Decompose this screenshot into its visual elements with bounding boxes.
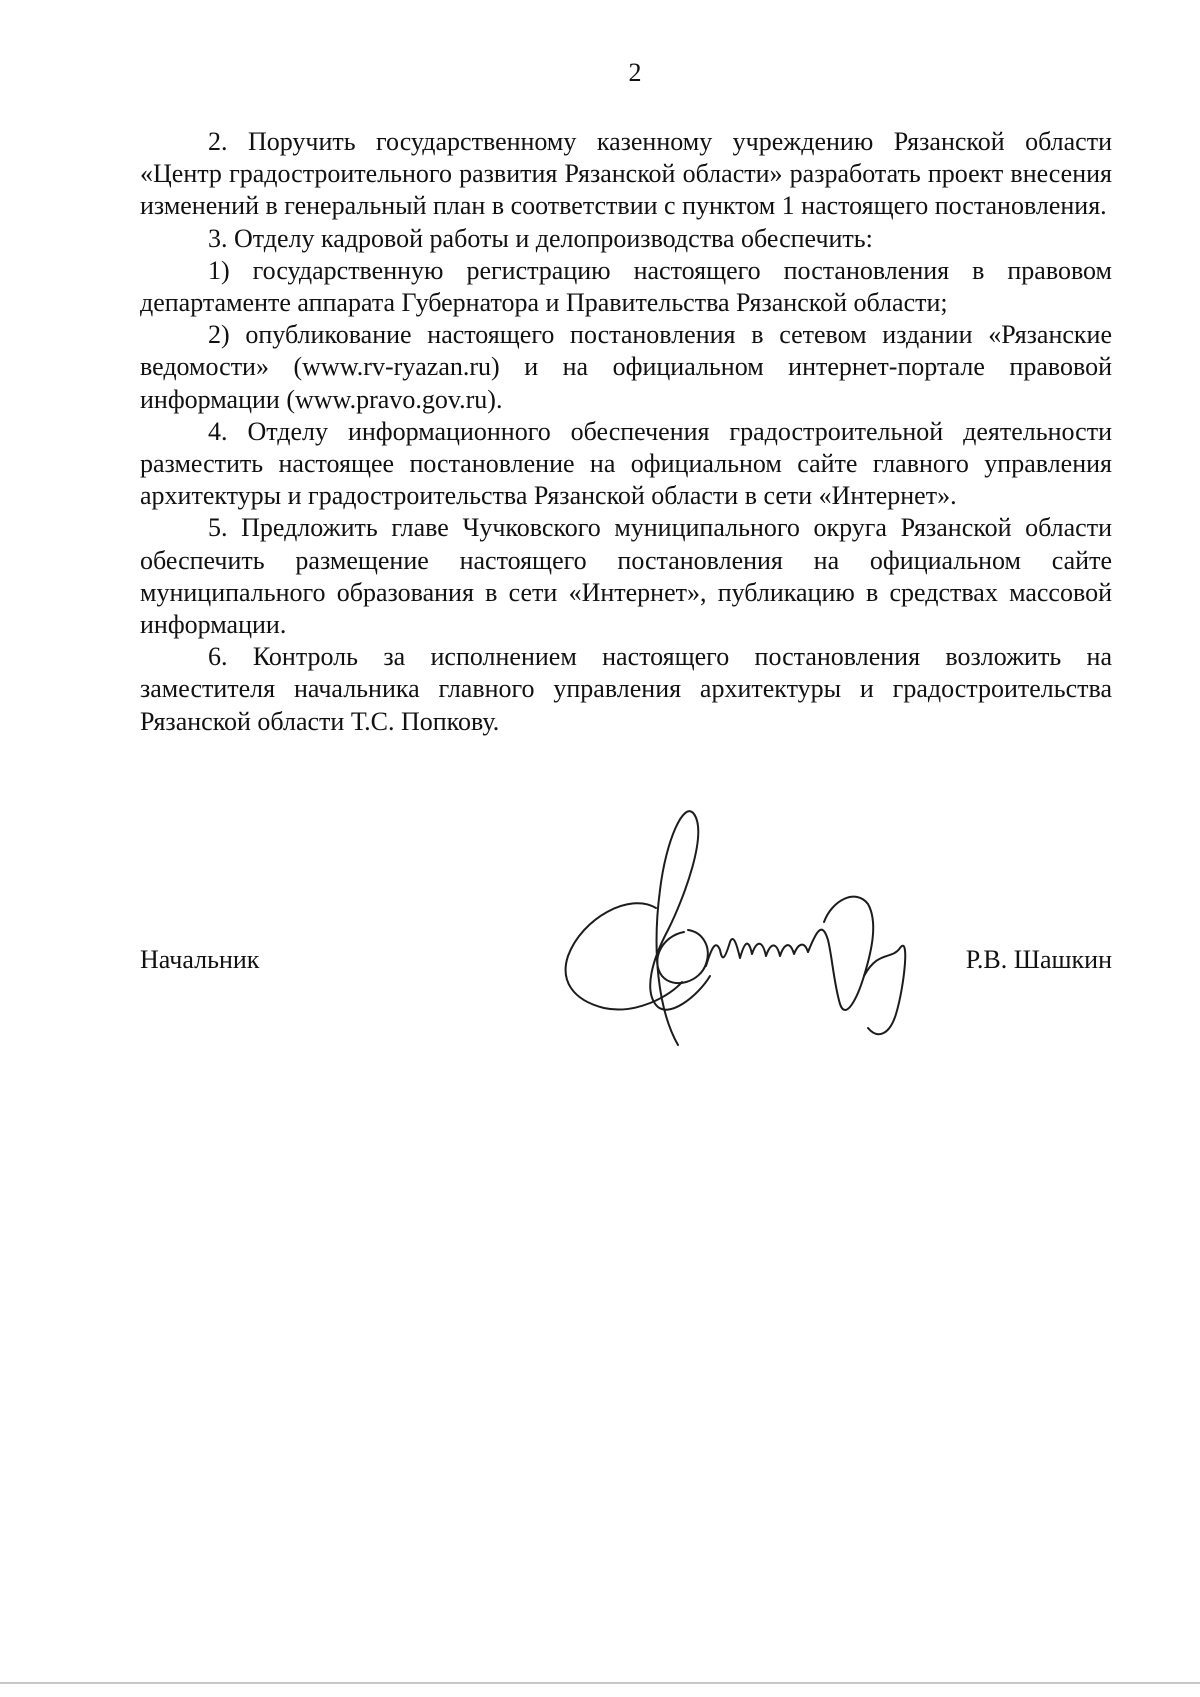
handwritten-signature [560,800,950,1080]
scan-edge-line [0,1682,1200,1684]
paragraph-5: 5. Предложить главе Чучковского муниципального округа Рязанской области обеспечить размещение настоящего постановления на официальном сайте муниципального образования в сети «Интернет», публикацию в средствах массовой информации. [140,513,1112,640]
paragraph-4: 4. Отделу информационного обеспечения градостроительной деятельности разместить настоящее постановление на официальном сайте главного управления архитектуры и градостроительства Рязанской области в сети «Интернет». [140,416,1112,511]
paragraph-3: 3. Отделу кадровой работы и делопроизводства обеспечить: [208,223,873,253]
paragraph-6: 6. Контроль за исполнением настоящего постановления возложить на заместителя начальника главного управления архитектуры и градостроительства Рязанской области Т.С. Попкову. [140,642,1112,736]
document-body [140,126,1112,738]
page-number: 2 [628,58,642,87]
signature-block [140,944,1112,984]
paragraph-3-1: 1) государственную регистрацию настоящего постановления в правовом департаменте аппарата Губернатора и Правительства Рязанской области; [140,255,1112,318]
paragraph-2: 2. Поручить государственному казенному учреждению Рязанской области «Центр градостроительного развития Рязанской области» разработать проект внесения изменений в генеральный план в соответствии с пунктом 1 настоящего постановления. [140,127,1112,221]
signer-name: Р.В. Шашкин [965,945,1112,974]
paragraph-3-2: 2) опубликование настоящего постановления в сетевом издании «Рязанские ведомости» (www.rv-ryazan.ru) и на официальном интернет-портале правовой информации (www.pravo.gov.ru). [140,320,1112,414]
signer-position: Начальник [140,945,260,974]
